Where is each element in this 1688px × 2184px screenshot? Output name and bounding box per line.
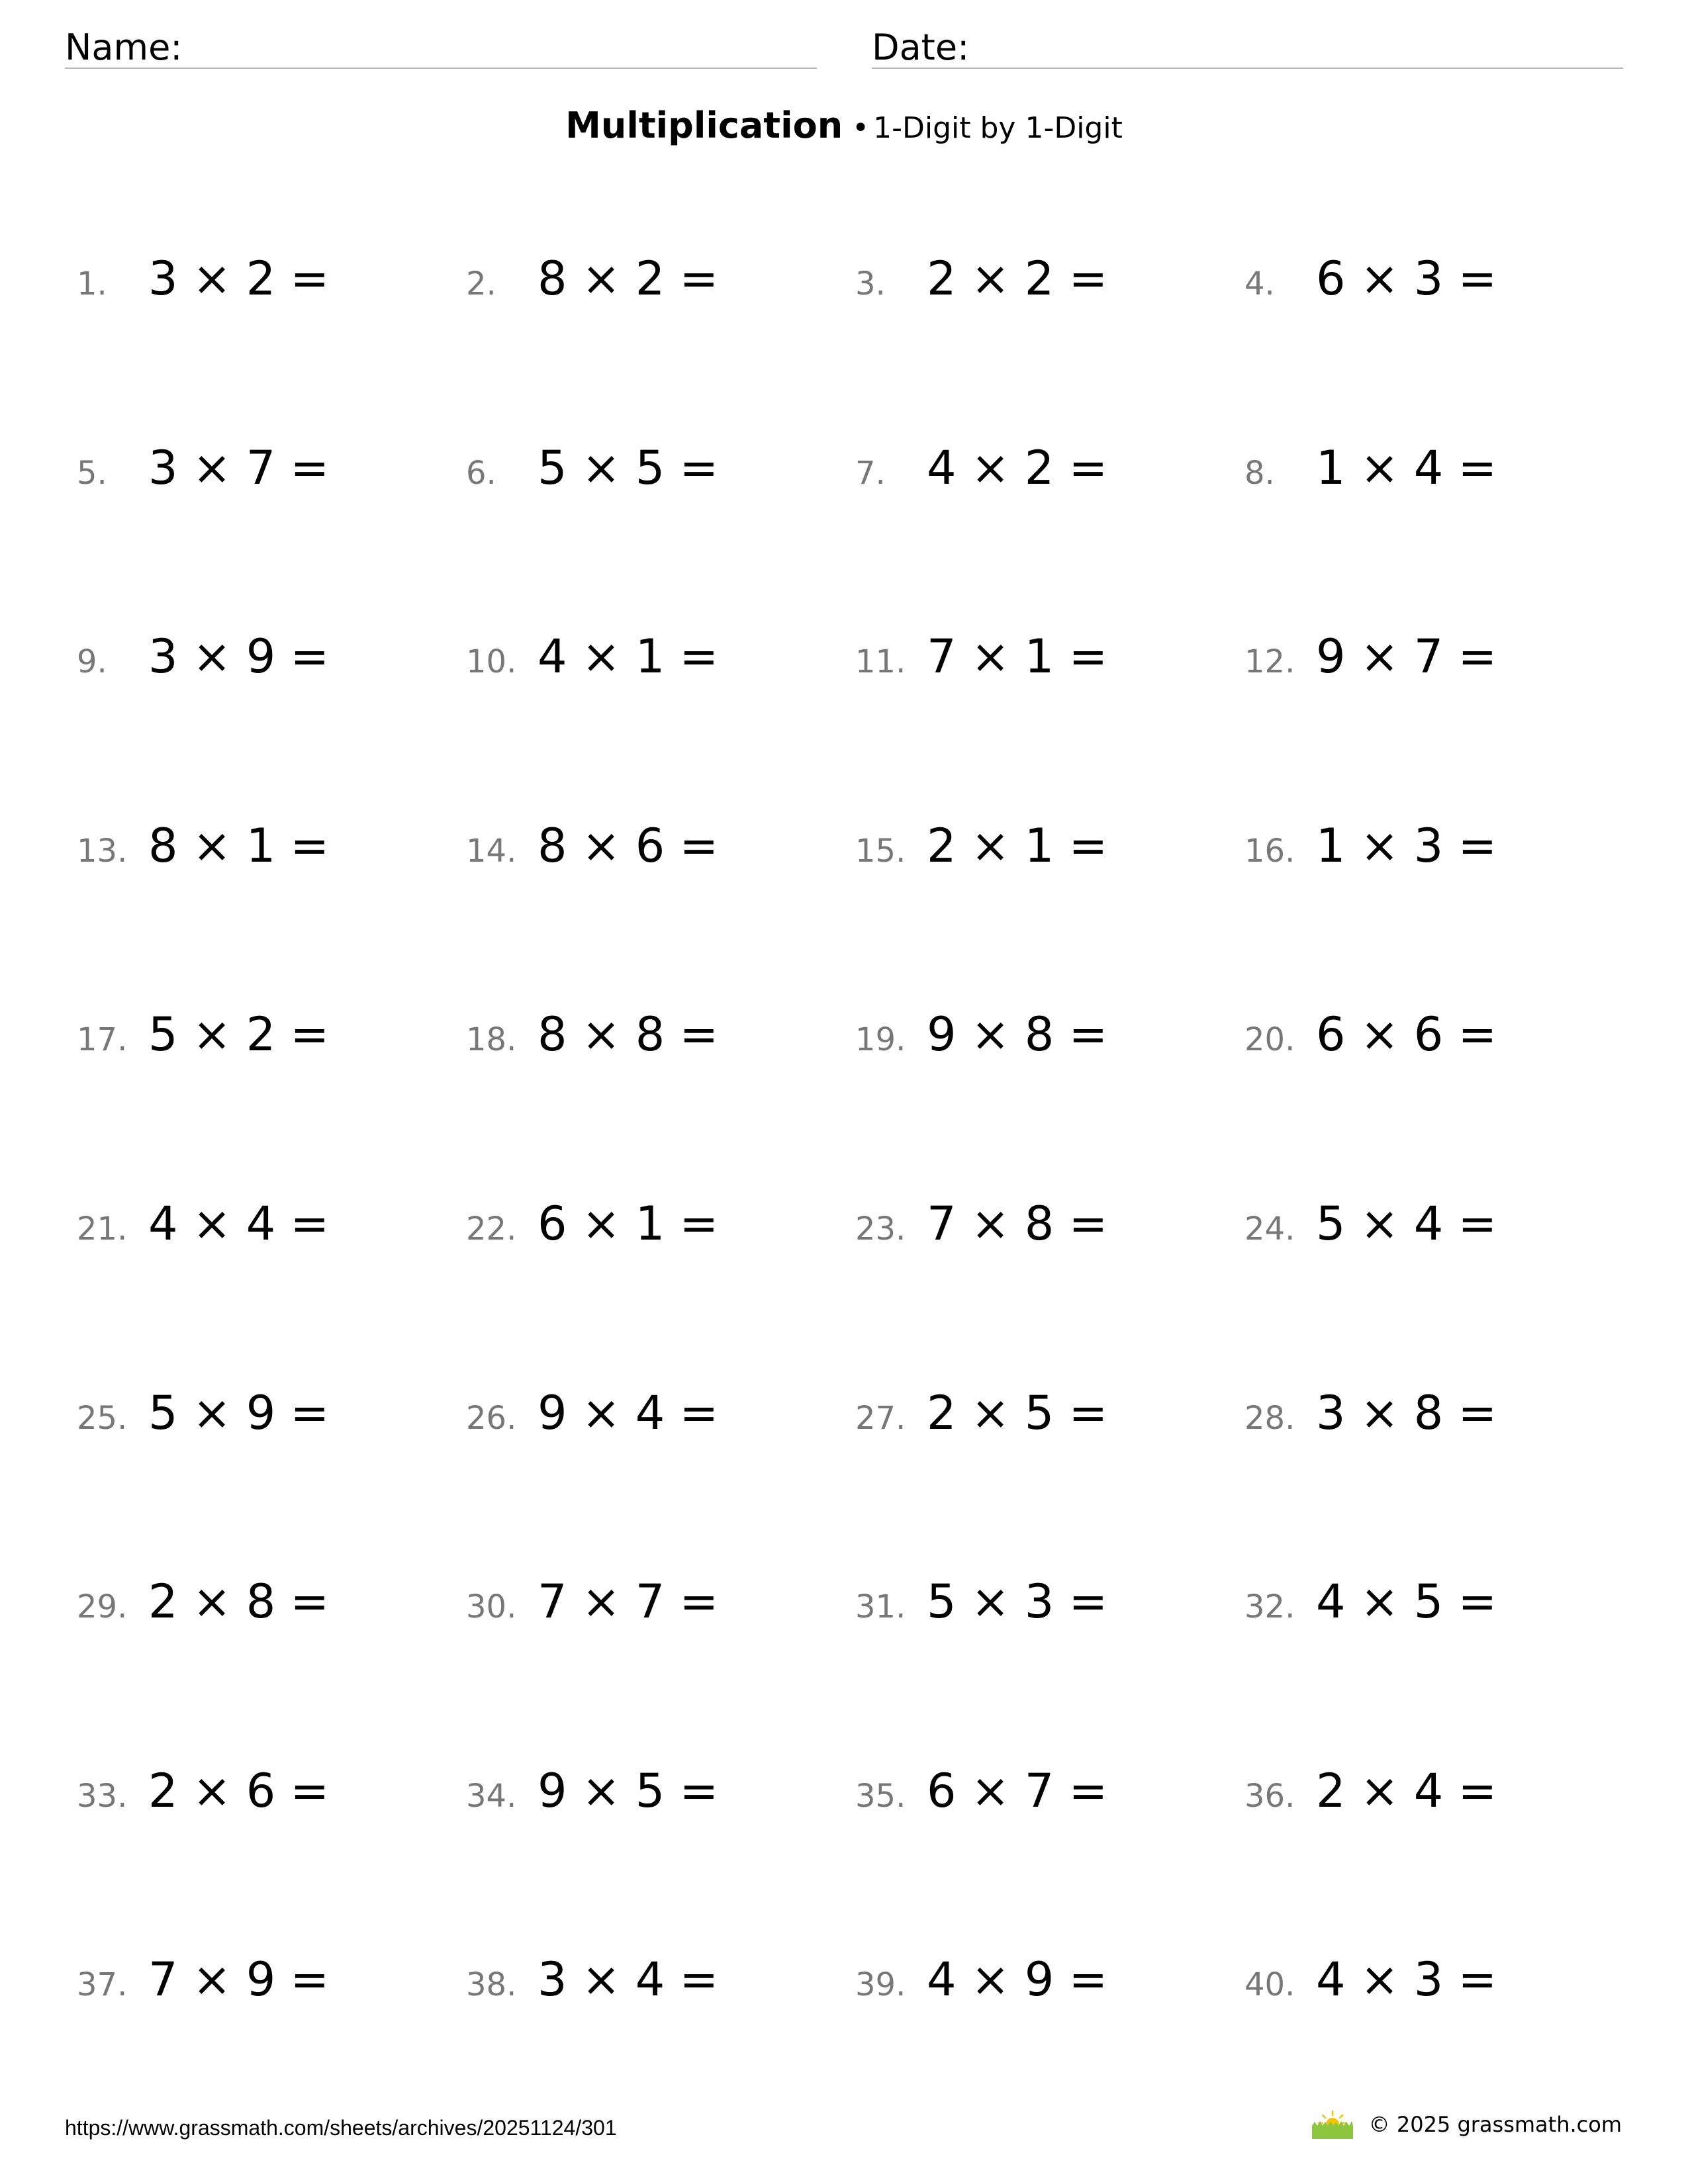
problem-item xyxy=(1244,1952,1626,2032)
problem-item xyxy=(466,1574,855,1654)
problem-expression: 2 × 1 = xyxy=(927,818,1108,873)
problem-number: 39. xyxy=(855,1966,906,2004)
problem-number: 34. xyxy=(466,1777,517,1815)
problem-number: 31. xyxy=(855,1588,906,1626)
grass-sun-logo-icon xyxy=(1309,2109,1356,2140)
problem-number: 5. xyxy=(77,454,107,492)
problem-expression: 7 × 1 = xyxy=(927,629,1108,684)
name-label: Name: xyxy=(65,26,183,68)
problem-item xyxy=(855,441,1244,520)
problem-expression: 8 × 8 = xyxy=(538,1007,719,1062)
problem-expression: 5 × 9 = xyxy=(148,1385,330,1440)
problem-number: 38. xyxy=(466,1966,517,2004)
problem-item xyxy=(855,819,1244,898)
problem-expression: 9 × 5 = xyxy=(538,1763,719,1818)
footer-url: https://www.grassmath.com/sheets/archives/20251124/301 xyxy=(65,2116,617,2140)
problem-item xyxy=(77,1574,466,1654)
problem-expression: 3 × 8 = xyxy=(1316,1385,1497,1440)
problem-number: 21. xyxy=(77,1210,128,1248)
problem-item xyxy=(1244,1197,1626,1276)
problem-expression: 7 × 7 = xyxy=(538,1574,719,1629)
problem-item xyxy=(77,629,466,709)
title-separator: • xyxy=(852,111,870,145)
problem-item xyxy=(466,1007,855,1087)
problem-expression: 3 × 9 = xyxy=(148,629,330,684)
problem-number: 25. xyxy=(77,1399,128,1437)
problem-item xyxy=(1244,251,1626,331)
problem-number: 20. xyxy=(1244,1021,1295,1059)
problem-number: 11. xyxy=(855,643,906,681)
problem-item xyxy=(77,1764,466,1843)
problem-expression: 4 × 9 = xyxy=(927,1952,1108,2007)
title-subtitle: 1-Digit by 1-Digit xyxy=(873,111,1123,145)
problem-item xyxy=(855,1386,1244,1465)
problem-number: 33. xyxy=(77,1777,128,1815)
problem-expression: 2 × 2 = xyxy=(927,251,1108,306)
problem-item xyxy=(466,1952,855,2032)
problem-expression: 1 × 4 = xyxy=(1316,440,1497,495)
problem-number: 22. xyxy=(466,1210,517,1248)
problem-number: 2. xyxy=(466,265,496,302)
problem-number: 37. xyxy=(77,1966,128,2004)
problem-expression: 4 × 4 = xyxy=(148,1196,330,1251)
problem-expression: 8 × 6 = xyxy=(538,818,719,873)
problem-item xyxy=(466,1386,855,1465)
problem-expression: 8 × 1 = xyxy=(148,818,330,873)
problem-item xyxy=(855,1007,1244,1087)
problem-number: 18. xyxy=(466,1021,517,1059)
problem-item xyxy=(855,1764,1244,1843)
name-field[interactable] xyxy=(65,26,817,69)
problem-item xyxy=(1244,1007,1626,1087)
problem-item xyxy=(1244,629,1626,709)
problem-item xyxy=(466,629,855,709)
problem-expression: 2 × 4 = xyxy=(1316,1763,1497,1818)
problem-number: 27. xyxy=(855,1399,906,1437)
problem-number: 8. xyxy=(1244,454,1275,492)
problem-item xyxy=(77,819,466,898)
problem-number: 24. xyxy=(1244,1210,1295,1248)
problem-number: 36. xyxy=(1244,1777,1295,1815)
worksheet-title xyxy=(0,105,1688,146)
problem-expression: 4 × 1 = xyxy=(538,629,719,684)
problem-item xyxy=(77,441,466,520)
problem-number: 32. xyxy=(1244,1588,1295,1626)
problem-number: 30. xyxy=(466,1588,517,1626)
problem-number: 29. xyxy=(77,1588,128,1626)
problem-expression: 8 × 2 = xyxy=(538,251,719,306)
problem-number: 10. xyxy=(466,643,517,681)
problem-number: 13. xyxy=(77,832,128,870)
problem-item xyxy=(855,1574,1244,1654)
problem-number: 12. xyxy=(1244,643,1295,681)
problem-number: 6. xyxy=(466,454,496,492)
problem-expression: 2 × 6 = xyxy=(148,1763,330,1818)
problem-item xyxy=(77,1197,466,1276)
date-label: Date: xyxy=(872,26,970,68)
problem-expression: 4 × 3 = xyxy=(1316,1952,1497,2007)
problem-item xyxy=(77,1386,466,1465)
problem-expression: 5 × 3 = xyxy=(927,1574,1108,1629)
problem-number: 7. xyxy=(855,454,886,492)
problem-item xyxy=(466,819,855,898)
problem-item xyxy=(77,251,466,331)
problem-number: 14. xyxy=(466,832,517,870)
problem-expression: 9 × 8 = xyxy=(927,1007,1108,1062)
problem-number: 4. xyxy=(1244,265,1275,302)
problem-expression: 9 × 4 = xyxy=(538,1385,719,1440)
problem-expression: 7 × 9 = xyxy=(148,1952,330,2007)
problem-item xyxy=(77,1952,466,2032)
title-main: Multiplication xyxy=(565,105,843,146)
problem-number: 15. xyxy=(855,832,906,870)
problem-number: 9. xyxy=(77,643,107,681)
problem-expression: 6 × 1 = xyxy=(538,1196,719,1251)
problem-item xyxy=(1244,1386,1626,1465)
problem-number: 19. xyxy=(855,1021,906,1059)
problem-item xyxy=(1244,441,1626,520)
problem-expression: 6 × 3 = xyxy=(1316,251,1497,306)
problem-expression: 2 × 8 = xyxy=(148,1574,330,1629)
problem-item xyxy=(1244,1764,1626,1843)
problem-item xyxy=(855,251,1244,331)
problem-expression: 5 × 2 = xyxy=(148,1007,330,1062)
problem-number: 3. xyxy=(855,265,886,302)
problem-item xyxy=(466,1197,855,1276)
problem-item xyxy=(1244,1574,1626,1654)
problem-expression: 6 × 6 = xyxy=(1316,1007,1497,1062)
problem-item xyxy=(855,629,1244,709)
problem-item xyxy=(855,1197,1244,1276)
problem-expression: 3 × 2 = xyxy=(148,251,330,306)
footer-branding xyxy=(1309,2109,1622,2140)
problem-item xyxy=(77,1007,466,1087)
problem-expression: 4 × 2 = xyxy=(927,440,1108,495)
problem-item xyxy=(1244,819,1626,898)
problem-number: 1. xyxy=(77,265,107,302)
problem-item xyxy=(466,1764,855,1843)
problem-number: 35. xyxy=(855,1777,906,1815)
date-field[interactable] xyxy=(872,26,1623,69)
problem-number: 17. xyxy=(77,1021,128,1059)
footer-copyright: © 2025 grassmath.com xyxy=(1368,2112,1622,2137)
problem-expression: 3 × 4 = xyxy=(538,1952,719,2007)
problem-expression: 2 × 5 = xyxy=(927,1385,1108,1440)
problem-item xyxy=(466,441,855,520)
problem-number: 40. xyxy=(1244,1966,1295,2004)
problem-item xyxy=(855,1952,1244,2032)
problem-expression: 4 × 5 = xyxy=(1316,1574,1497,1629)
problem-number: 28. xyxy=(1244,1399,1295,1437)
problem-expression: 1 × 3 = xyxy=(1316,818,1497,873)
problem-expression: 5 × 4 = xyxy=(1316,1196,1497,1251)
problem-expression: 7 × 8 = xyxy=(927,1196,1108,1251)
problem-number: 23. xyxy=(855,1210,906,1248)
problem-number: 16. xyxy=(1244,832,1295,870)
problem-item xyxy=(466,251,855,331)
problem-expression: 6 × 7 = xyxy=(927,1763,1108,1818)
problem-expression: 3 × 7 = xyxy=(148,440,330,495)
problem-expression: 9 × 7 = xyxy=(1316,629,1497,684)
problem-grid xyxy=(77,251,1626,2142)
problem-expression: 5 × 5 = xyxy=(538,440,719,495)
problem-number: 26. xyxy=(466,1399,517,1437)
